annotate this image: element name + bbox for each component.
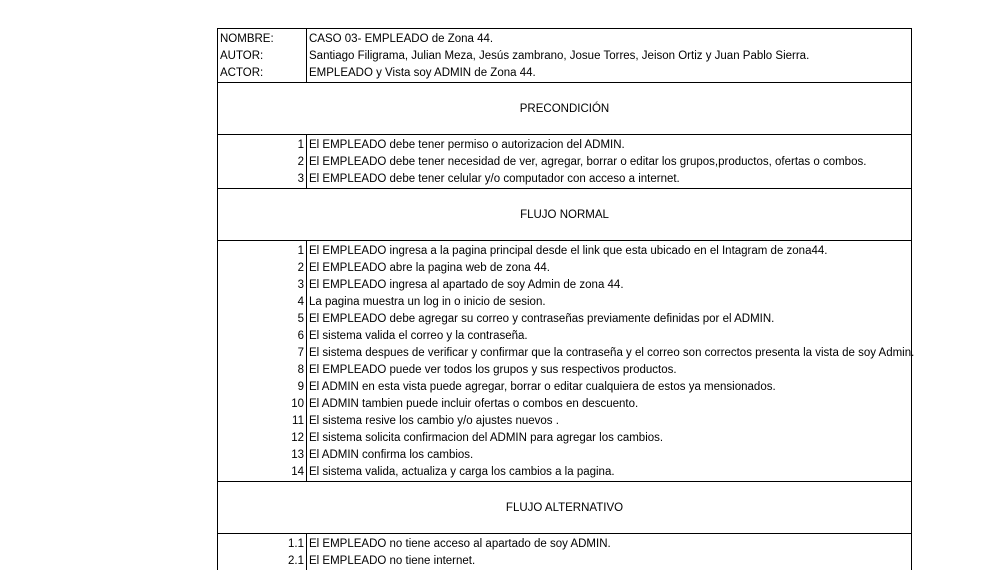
- actor-label: ACTOR:: [220, 67, 264, 79]
- item-number: 2: [297, 156, 304, 168]
- list-item: [218, 464, 911, 481]
- flujo-normal-list: [218, 241, 915, 482]
- item-number: 7: [297, 347, 304, 359]
- item-number: 2.1: [288, 555, 304, 567]
- autor-row: [218, 48, 911, 65]
- item-number: 1: [297, 245, 304, 257]
- info-block: [218, 29, 911, 83]
- item-number: 6: [297, 330, 304, 342]
- item-number: 11: [292, 415, 304, 427]
- list-item: [218, 413, 911, 430]
- nombre-row: [218, 31, 911, 48]
- item-text: El ADMIN tambien puede incluir ofertas o combos en descuento.: [309, 398, 639, 410]
- item-number: 4: [297, 296, 304, 308]
- item-text: El EMPLEADO no tiene acceso al apartado de soy ADMIN.: [309, 538, 611, 550]
- item-number: 5: [297, 313, 304, 325]
- item-text: El EMPLEADO debe tener celular y/o computador con acceso a internet.: [309, 173, 680, 185]
- flujo-alternativo-header: FLUJO ALTERNATIVO: [218, 482, 911, 534]
- use-case-document: [217, 28, 915, 570]
- list-item: [218, 243, 911, 260]
- item-text: El ADMIN en esta vista puede agregar, borrar o editar cualquiera de estos ya mensionados.: [309, 381, 776, 393]
- item-text: La pagina muestra un log in o inicio de sesion.: [309, 296, 546, 308]
- item-text: El sistema valida el correo y la contraseña.: [309, 330, 528, 342]
- item-text: El sistema solicita confirmacion del ADMIN para agregar los cambios.: [309, 432, 664, 444]
- precondicion-list: [218, 135, 911, 189]
- precondicion-header: PRECONDICIÓN: [218, 83, 911, 135]
- item-text: El sistema valida, actualiza y carga los cambios a la pagina.: [309, 466, 615, 478]
- item-text: El EMPLEADO debe tener necesidad de ver, agregar, borrar o editar los grupos,productos, ofertas o combos.: [309, 156, 867, 168]
- nombre-value: CASO 03- EMPLEADO de Zona 44.: [309, 33, 494, 45]
- item-number: 14: [291, 466, 304, 478]
- actor-value: EMPLEADO y Vista soy ADMIN de Zona 44.: [309, 67, 536, 79]
- list-item: [218, 536, 911, 553]
- item-number: 12: [291, 432, 304, 444]
- item-text: El EMPLEADO abre la pagina web de zona 44.: [309, 262, 551, 274]
- list-item: [218, 430, 911, 447]
- item-number: 9: [297, 381, 304, 393]
- item-number: 3: [297, 173, 304, 185]
- autor-value: Santiago Filigrama, Julian Meza, Jesús zambrano, Josue Torres, Jeison Ortiz y Juan Pablo Sierra.: [309, 50, 810, 62]
- list-item: [218, 553, 911, 570]
- item-text: El ADMIN confirma los cambios.: [309, 449, 474, 461]
- item-text: El EMPLEADO no tiene internet.: [309, 555, 476, 567]
- list-item: [218, 260, 911, 277]
- list-item: [218, 154, 911, 171]
- item-text: El EMPLEADO ingresa al apartado de soy Admin de zona 44.: [309, 279, 624, 291]
- item-text: El EMPLEADO ingresa a la pagina principal desde el link que esta ubicado en el Intagram de zona44.: [309, 245, 828, 257]
- item-number: 13: [291, 449, 304, 461]
- flujo-alternativo-list: [218, 534, 911, 570]
- list-item: [218, 447, 911, 464]
- item-number: 2: [297, 262, 304, 274]
- list-item: [218, 345, 915, 362]
- list-item: [218, 137, 911, 154]
- flujo-normal-header: FLUJO NORMAL: [218, 189, 911, 241]
- item-number: 10: [291, 398, 304, 410]
- list-item: [218, 311, 911, 328]
- item-text: El sistema despues de verificar y confirmar que la contraseña y el correo son correctos presenta la vista de soy Admin.: [309, 347, 915, 359]
- list-item: [218, 396, 911, 413]
- item-text: El EMPLEADO debe agregar su correo y contraseñas previamente definidas por el ADMIN.: [309, 313, 775, 325]
- list-item: [218, 328, 911, 345]
- item-number: 3: [297, 279, 304, 291]
- item-text: El EMPLEADO debe tener permiso o autorizacion del ADMIN.: [309, 139, 625, 151]
- list-item: [218, 171, 911, 188]
- list-item: [218, 294, 911, 311]
- list-item: [218, 379, 911, 396]
- autor-label: AUTOR:: [220, 50, 264, 62]
- item-text: El EMPLEADO puede ver todos los grupos y sus respectivos productos.: [309, 364, 677, 376]
- item-number: 8: [297, 364, 304, 376]
- item-text: El sistema resive los cambio y/o ajustes nuevos .: [309, 415, 559, 427]
- nombre-label: NOMBRE:: [220, 33, 274, 45]
- item-number: 1: [297, 139, 304, 151]
- list-item: [218, 277, 911, 294]
- actor-row: [218, 65, 911, 82]
- item-number: 1.1: [288, 538, 304, 550]
- list-item: [218, 362, 911, 379]
